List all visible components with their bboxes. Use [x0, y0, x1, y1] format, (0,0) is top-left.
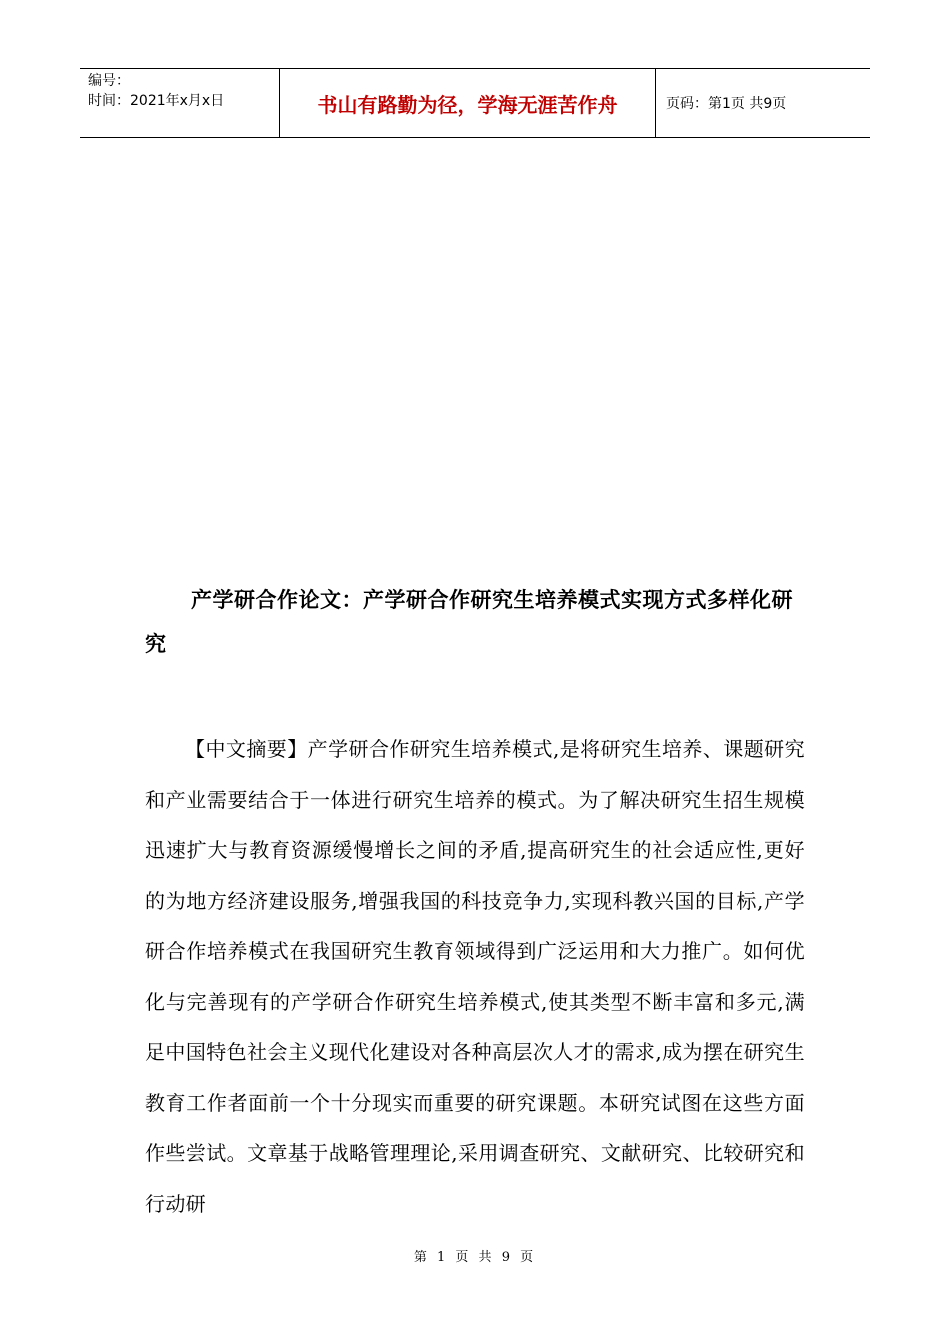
- header-motto: [280, 69, 656, 137]
- motto-text: 书山有路勤为径，学海无涯苦作舟: [317, 92, 618, 117]
- document-number: 编号：: [88, 73, 130, 89]
- page-header: [80, 68, 870, 138]
- document-time: 时间：2021年x月x日: [88, 93, 225, 109]
- page-footer: 第 1 页 共 9 页: [413, 1250, 537, 1265]
- header-page-number: [656, 69, 870, 137]
- document-title: 产学研合作论文：产学研合作研究生培养模式实现方式多样化研究: [145, 588, 793, 656]
- header-meta: [80, 69, 280, 137]
- abstract-paragraph: 【中文摘要】产学研合作研究生培养模式,是将研究生培养、课题研究和产业需要结合于一体进行研究生培养的模式。为了解决研究生招生规模迅速扩大与教育资源缓慢增长之间的矛盾,提高研究生的社会适应性,更好的为地方经济建设服务,增强我国的科技竞争力,实现科教兴国的目标,产学研合作培养模式在我国研究生教育领域得到广泛运用和大力推广。如何优化与完善现有的产学研合作研究生培养模式,使其类型不断丰富和多元,满足中国特色社会主义现代化建设对各种高层次人才的需求,成为摆在研究生教育工作者面前一个十分现实而重要的研究课题。本研究试图在这些方面作些尝试。文章基于战略管理理论,采用调查研究、文献研究、比较研究和行动研: [145, 737, 805, 1216]
- page-number-text: 页码：第1页 共9页: [666, 96, 787, 112]
